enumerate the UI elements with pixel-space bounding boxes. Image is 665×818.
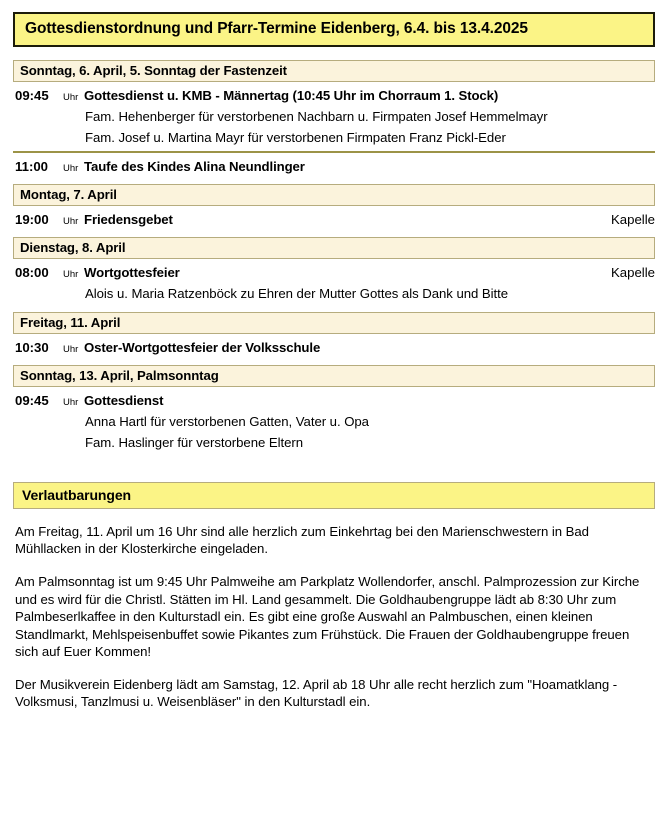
day-block (13, 184, 655, 228)
event-title: Wortgottesfeier (84, 265, 180, 281)
announcement-paragraph: Der Musikverein Eidenberg lädt am Samstag, 12. April ab 18 Uhr alle recht herzlich zum "Hoamatklang - Volksmusi, Tanzlmusi u. Weisenbläser" in den Kulturstadl ein. (15, 676, 618, 710)
event-main-line (13, 153, 655, 175)
event-main-line (13, 82, 655, 104)
day-block (13, 237, 655, 303)
event-row (13, 206, 655, 228)
event-main-line (13, 387, 655, 409)
event-time: 10:30 (15, 339, 49, 355)
event-time: 19:00 (15, 211, 49, 227)
event-intentions (85, 409, 655, 452)
day-header: Freitag, 11. April (13, 312, 655, 334)
event-intention: Fam. Hehenberger für verstorbenen Nachbarn u. Firmpaten Josef Hemmelmayr (85, 108, 548, 124)
event-intentions (85, 104, 655, 147)
event-row (13, 387, 655, 452)
event-intention: Anna Hartl für verstorbenen Gatten, Vater u. Opa (85, 414, 369, 430)
event-row (13, 259, 655, 303)
announcement-paragraph: Am Palmsonntag ist um 9:45 Uhr Palmweihe am Parkplatz Wollendorfer, anschl. Palmprozession zur Kirche und es wird für die Christl. Stätten im Hl. Land gesammelt. Die Goldhaubengruppe lädt ab 8:30 Uhr zum Palmbeserlkaffee in den Kulturstadl ein. Es gibt eine große Auswahl an Palmbuschen, einen kleinen Standlmarkt, Mehlspeisenbuffet sowie Pikantes zum Frühstück. Die Frauen der Goldhaubengruppe freuen sich auf Euer Kommen! (15, 573, 640, 660)
day-header: Montag, 7. April (13, 184, 655, 206)
event-time-unit: Uhr (63, 269, 79, 281)
event-intention: Fam. Josef u. Martina Mayr für verstorbenen Firmpaten Franz Pickl-Eder (85, 130, 506, 146)
event-intention: Alois u. Maria Ratzenböck zu Ehren der Mutter Gottes als Dank und Bitte (85, 286, 509, 302)
event-time: 09:45 (15, 87, 49, 103)
event-time: 08:00 (15, 265, 49, 281)
event-intention: Fam. Haslinger für verstorbene Eltern (85, 435, 304, 451)
day-header: Dienstag, 8. April (13, 237, 655, 259)
announcement-paragraph: Am Freitag, 11. April um 16 Uhr sind alle herzlich zum Einkehrtag bei den Marienschwestern in Bad Mühllacken in der Klosterkirche eingeladen. (15, 523, 589, 557)
event-time-unit: Uhr (63, 343, 79, 355)
event-row (13, 82, 655, 153)
day-header: Sonntag, 6. April, 5. Sonntag der Fastenzeit (13, 60, 655, 82)
parish-schedule-page (0, 12, 665, 818)
event-title: Gottesdienst (84, 392, 164, 408)
event-row (13, 153, 655, 175)
event-main-line (13, 259, 655, 281)
event-row (13, 334, 655, 356)
event-time-unit: Uhr (63, 162, 79, 174)
event-time: 09:45 (15, 392, 49, 408)
announcements-body (15, 523, 653, 711)
event-location: Kapelle (611, 211, 655, 227)
announcements-heading: Verlautbarungen (13, 482, 655, 509)
day-header: Sonntag, 13. April, Palmsonntag (13, 365, 655, 387)
event-title: Gottesdienst u. KMB - Männertag (10:45 Uhr im Chorraum 1. Stock) (84, 87, 499, 103)
day-block (13, 60, 655, 175)
event-time-unit: Uhr (63, 91, 79, 103)
event-title: Oster-Wortgottesfeier der Volksschule (84, 339, 321, 355)
page-title: Gottesdienstordnung und Pfarr-Termine Eidenberg, 6.4. bis 13.4.2025 (13, 12, 655, 47)
day-block (13, 312, 655, 356)
event-time-unit: Uhr (63, 215, 79, 227)
event-location: Kapelle (611, 265, 655, 281)
event-time: 11:00 (15, 158, 49, 174)
event-time-unit: Uhr (63, 396, 79, 408)
event-title: Taufe des Kindes Alina Neundlinger (84, 158, 305, 174)
event-title: Friedensgebet (84, 211, 173, 227)
event-intentions (85, 281, 655, 302)
day-block (13, 365, 655, 452)
event-main-line (13, 334, 655, 356)
schedule-list (13, 60, 655, 452)
event-main-line (13, 206, 655, 228)
